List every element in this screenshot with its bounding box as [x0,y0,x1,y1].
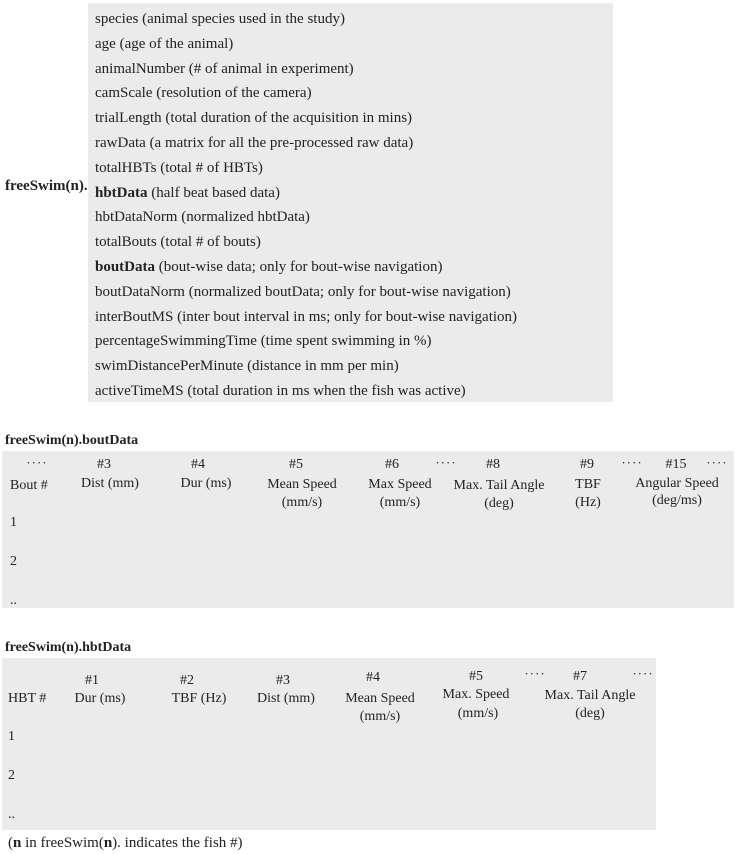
field-name: camScale [95,85,153,102]
bout-col-label: TBF [575,477,601,492]
field-name: animalNumber [95,60,185,77]
field-name: activeTimeMS [95,382,184,399]
bout-row-header: Bout # [10,478,48,493]
bout-row-label: 2 [10,554,17,569]
hbt-col-unit: (mm/s) [359,709,401,724]
hbt-col-unit: (mm/s) [457,706,499,721]
field-name: age [95,35,116,52]
bout-col-num: #5 [289,457,303,472]
bout-col-num: #4 [191,457,205,472]
field-list [95,10,517,407]
field-item-age [95,35,517,60]
field-item-boutdatanorm [95,283,517,308]
field-item-rawdata [95,134,517,159]
hbt-col-num: #4 [366,670,380,685]
field-item-totalbouts [95,233,517,258]
bout-ellipsis-3: ···· [621,455,643,470]
field-desc: (# of animal in experiment) [188,60,354,77]
hbt-col-num: #5 [469,669,483,684]
field-desc: (total # of bouts) [160,234,261,251]
hbt-table-title: freeSwim(n).hbtData [5,640,132,655]
hbt-row-label: .. [8,807,15,822]
field-desc: (age of the animal) [119,35,234,52]
field-name: swimDistancePerMinute [95,358,244,375]
field-desc: (half beat based data) [151,184,280,201]
field-item-hbtdatanorm [95,208,517,233]
struct-label: freeSwim(n). [5,178,88,194]
footnote: (n in freeSwim(n). indicates the fish #) [8,835,243,851]
hbt-col-num: #1 [85,673,99,688]
field-desc: (distance in mm per min) [247,358,399,375]
hbt-col-num: #2 [180,673,194,688]
field-item-triallength [95,109,517,134]
hbt-col-label: Max. Speed [442,687,510,702]
bout-col-unit: (mm/s) [281,495,323,510]
field-item-interboutms [95,308,517,333]
bout-ellipsis-4: ···· [706,455,728,470]
field-item-species [95,10,517,35]
hbt-row-label: 1 [8,729,15,744]
hbt-col-label: Dur (ms) [74,691,126,706]
field-item-boutdata [95,258,517,283]
bout-ellipsis-1: ···· [26,455,48,470]
field-name: percentageSwimmingTime [95,333,257,350]
field-item-totalhbts [95,159,517,184]
field-name: boutData [95,258,156,275]
field-desc: (resolution of the camera) [156,85,312,102]
bout-col-label: Mean Speed [267,477,337,492]
hbt-col-num: #3 [276,673,290,688]
field-desc: (a matrix for all the pre-processed raw data) [149,134,414,151]
hbt-ellipsis-1: ···· [524,666,546,681]
field-name: species [95,11,139,27]
field-name: boutDataNorm [95,283,185,300]
field-desc: (total # of HBTs) [160,159,263,176]
field-name: rawData [95,134,146,151]
bout-col-num: #8 [486,457,500,472]
field-desc: (time spent swimming in %) [260,333,432,350]
field-desc: (total duration in ms when the fish was active) [187,382,466,399]
field-name: hbtData [95,184,148,201]
field-desc: (normalized hbtData) [181,209,310,226]
bout-table-title: freeSwim(n).boutData [5,433,139,448]
hbt-col-num: #7 [573,669,587,684]
hbt-col-label: TBF (Hz) [171,691,227,706]
bout-col-label: Dist (mm) [81,476,139,491]
bout-row-label: 1 [10,515,17,530]
field-name: hbtDataNorm [95,209,178,226]
field-item-hbtdata [95,184,517,209]
hbt-row-header: HBT # [8,691,47,706]
bout-ellipsis-2: ···· [435,455,457,470]
hbt-col-unit: (deg) [575,706,605,721]
field-item-camscale [95,84,517,109]
bout-row-label: .. [10,593,17,608]
hbt-col-label: Mean Speed [345,691,415,706]
bout-col-unit: (mm/s) [379,495,421,510]
field-desc: (bout-wise data; only for bout-wise navigation) [158,258,443,275]
bout-col-label: Max. Tail Angle [453,478,545,493]
field-name: totalHBTs [95,159,157,176]
field-desc: (animal species used in the study) [142,11,345,27]
hbt-table [2,658,656,830]
field-desc: (normalized boutData; only for bout-wise navigation) [188,283,511,300]
field-item-percentageswimmingtime [95,332,517,357]
hbt-ellipsis-2: ···· [632,666,654,681]
bout-col-unit: (Hz) [575,495,601,510]
bout-col-label: Angular Speed [635,476,719,491]
bout-col-num: #15 [665,457,687,472]
field-desc: (total duration of the acquisition in mins) [165,110,413,127]
field-item-swimdistanceperminute [95,357,517,382]
field-desc: (inter bout interval in ms; only for bout-wise navigation) [177,308,518,325]
bout-col-unit: (deg/ms) [652,493,702,508]
field-name: interBoutMS [95,308,174,325]
hbt-row-label: 2 [8,768,15,783]
field-name: totalBouts [95,234,157,251]
bout-col-num: #9 [580,457,594,472]
field-item-animalnumber [95,60,517,85]
field-item-activetimems [95,382,517,407]
bout-col-num: #6 [385,457,399,472]
bout-col-label: Dur (ms) [180,476,232,491]
bout-col-num: #3 [97,457,111,472]
bout-col-unit: (deg) [484,496,514,511]
field-name: trialLength [95,110,162,127]
hbt-col-label: Max. Tail Angle [544,688,636,703]
bout-col-label: Max Speed [368,477,432,492]
hbt-col-label: Dist (mm) [257,691,315,706]
